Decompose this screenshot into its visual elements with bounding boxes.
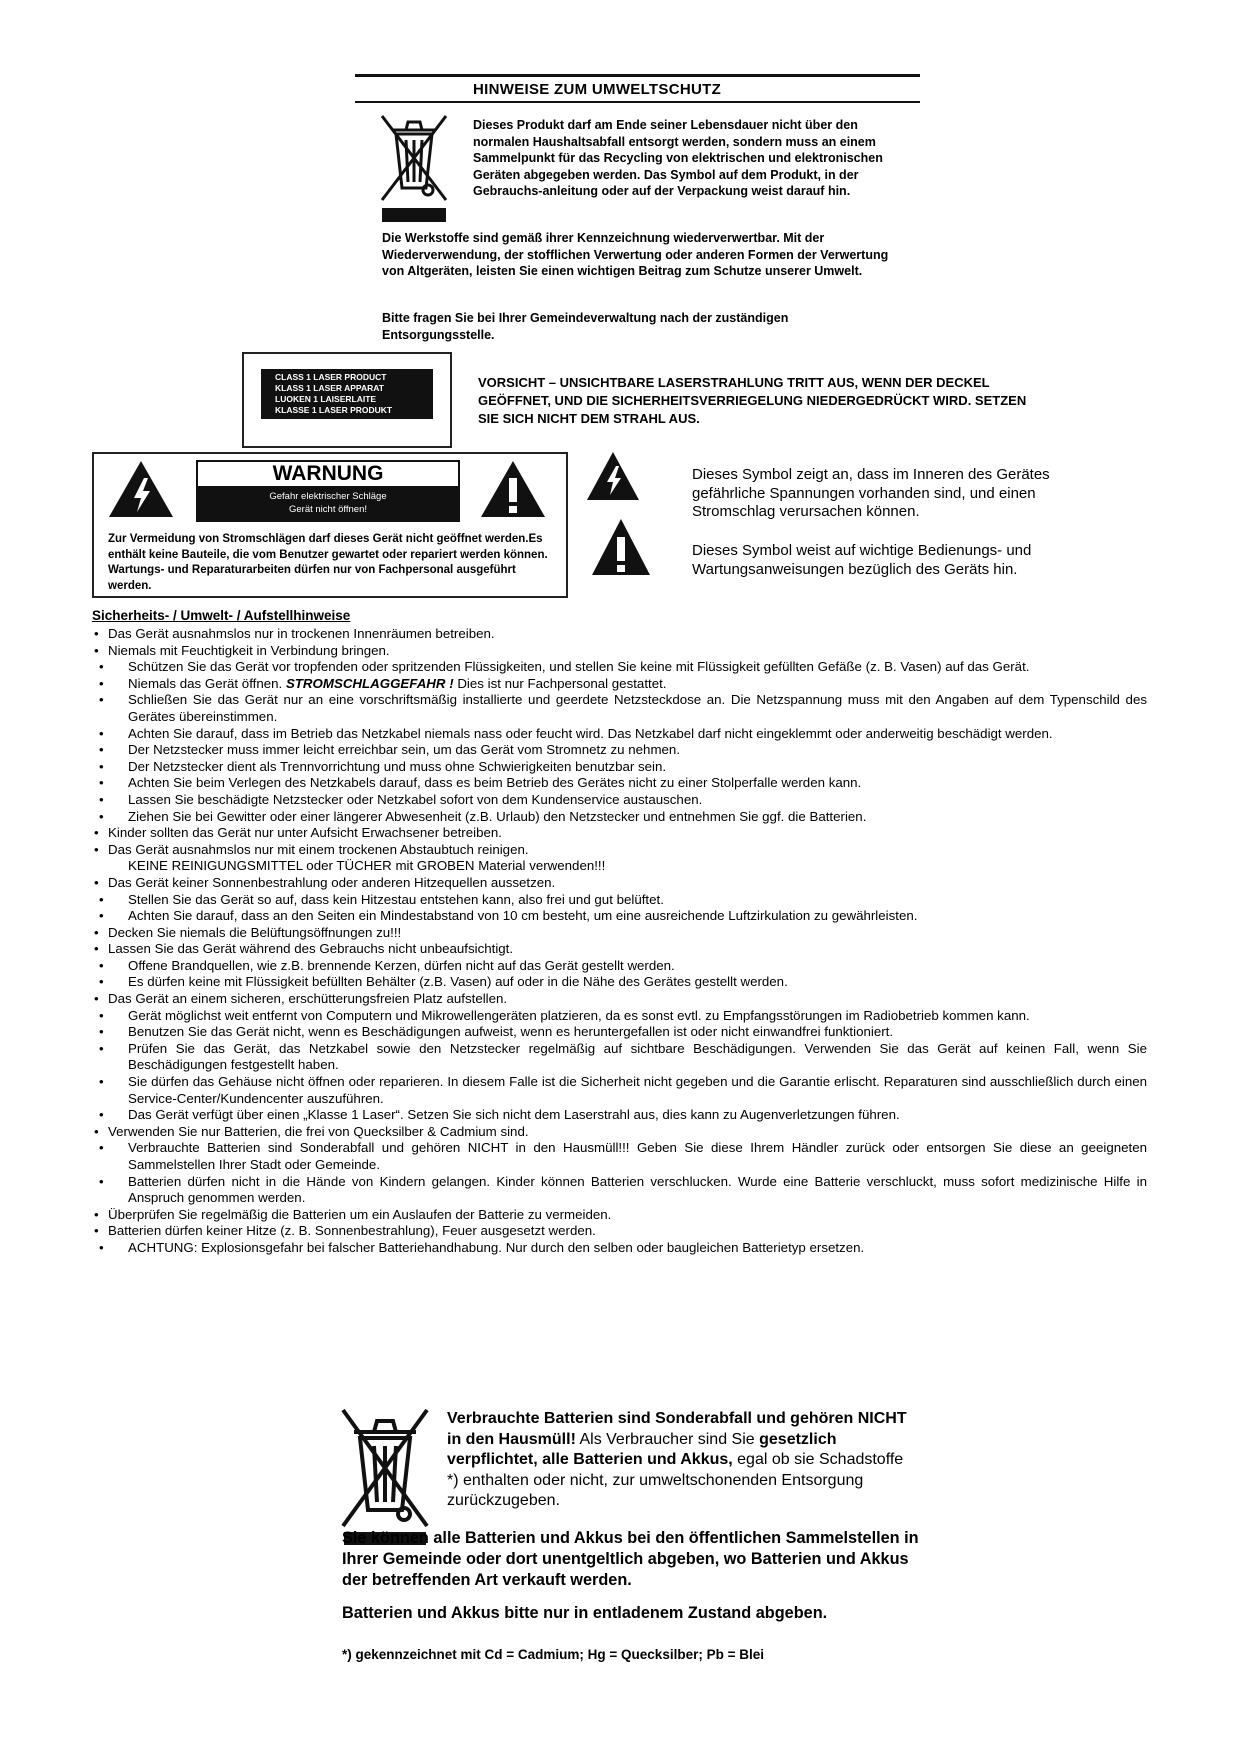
list-item: • Das Gerät ausnahmslos nur in trockenen Innenräumen betreiben. xyxy=(94,626,495,641)
list-item: • Das Gerät keiner Sonnenbestrahlung oder anderen Hitzequellen aussetzen. xyxy=(94,874,556,890)
list-item: • Das Gerät an einem sicheren, erschütterungsfreien Platz aufstellen. xyxy=(94,991,508,1007)
warning-text: Zur Vermeidung von Stromschlägen darf dieses Gerät nicht geöffnet werden.Es enthält keine Bauteile, die vom Benutzer gewartet oder repariert werden können. Wartungs- und Reparaturarbeiten dürfen nur von Fachpersonal ausgeführt werden. xyxy=(108,533,548,592)
danger-emphasis: STROMSCHLAGGEFAHR ! xyxy=(285,675,454,691)
laser-label-text xyxy=(261,369,433,419)
battery-text-disposal xyxy=(447,1409,907,1512)
environment-text-authority: Bitte fragen Sie bei Ihrer Gemeindeverwaltung nach der zuständigen Entsorgungsstelle. xyxy=(382,311,789,342)
laser-label-line: KLASSE 1 LASER PRODUKT xyxy=(275,405,393,415)
laser-label-line: CLASS 1 LASER PRODUCT xyxy=(275,372,387,382)
warning-subtitle xyxy=(198,486,458,522)
list-item: • ACHTUNG: Explosionsgefahr bei falscher Batteriehandhabung. Nur durch den selben oder baugleichen Batterietyp ersetzen. xyxy=(99,1239,865,1255)
battery-text-bold2: gesetzlich verpflichtet, alle Batterien und Akkus, xyxy=(447,1430,837,1468)
warning-subtitle-line1: Gefahr elektrischer Schläge xyxy=(269,491,387,502)
list-item: KEINE REINIGUNGSMITTEL oder TÜCHER mit GROBEN Material verwenden!!! xyxy=(128,858,606,874)
warning-header xyxy=(196,460,460,522)
list-item: • Achten Sie darauf, dass an den Seiten ein Mindestabstand von 10 cm besteht, um eine ausreichende Luftzirkulation zu gewährleisten. xyxy=(99,908,918,924)
list-item: • Batterien dürfen nicht in die Hände von Kindern gelangen. Kinder können Batterien verschlucken. Wurde eine Batterie verschluckt, muss sofort medizinische Hilfe in Anspruch genommen werden. xyxy=(99,1173,1147,1206)
list-item: • Prüfen Sie das Gerät, das Netzkabel sowie den Netzstecker regelmäßig auf sichtbare Beschädigungen. Verwenden Sie das Gerät auf keinen Fall, wenn Sie Beschädigungen festgestellt haben. xyxy=(99,1040,1147,1073)
list-item: • Kinder sollten das Gerät nur unter Aufsicht Erwachsener betreiben. xyxy=(94,825,502,841)
list-item: • Das Gerät verfügt über einen „Klasse 1 Laser“. Setzen Sie sich nicht dem Laserstrahl aus, dies kann zu Augenverletzungen führen. xyxy=(99,1107,900,1123)
list-item: • Batterien dürfen keiner Hitze (z. B. Sonnenbestrahlung), Feuer ausgesetzt werden. xyxy=(94,1223,596,1239)
list-item: • Ziehen Sie bei Gewitter oder einer längerer Abwesenheit (z.B. Urlaub) den Netzstecker und entnehmen Sie ggf. die Batterien. xyxy=(99,808,867,824)
list-item: • Der Netzstecker muss immer leicht erreichbar sein, um das Gerät vom Stromnetz zu nehmen. xyxy=(99,742,681,758)
list-item: • Offene Brandquellen, wie z.B. brennende Kerzen, dürfen nicht auf das Gerät gestellt werden. xyxy=(99,957,675,973)
laser-class-label xyxy=(242,352,452,448)
warning-title: WARNUNG xyxy=(272,462,384,485)
crossed-out-bin-icon xyxy=(378,108,450,224)
list-item: • Benutzen Sie das Gerät nicht, wenn es Beschädigungen aufweist, wenn es heruntergefallen ist oder nicht einwandfrei funktioniert. xyxy=(99,1024,894,1040)
list-item: • Lassen Sie das Gerät während des Gebrauchs nicht unbeaufsichtigt. xyxy=(94,941,514,957)
battery-text-discharged: Batterien und Akkus bitte nur in entladenem Zustand abgeben. xyxy=(342,1604,828,1622)
battery-text-bold: Verbrauchte Batterien sind Sonderabfall und gehören NICHT in den Hausmüll! xyxy=(447,1410,907,1448)
list-item: • Verwenden Sie nur Batterien, die frei von Quecksilber & Cadmium sind. xyxy=(94,1123,529,1139)
high-voltage-icon xyxy=(106,458,176,520)
safety-list xyxy=(92,626,1147,1257)
list-item: • Gerät möglichst weit entfernt von Computern und Mikrowellengeräten platzieren, da es sonst evtl. zu Empfangsstörungen im Radiobetrieb kommen kann. xyxy=(99,1007,1030,1023)
list-item: • Stellen Sie das Gerät so auf, dass kein Hitzestau entstehen kann, also frei und gut belüftet. xyxy=(99,891,664,907)
battery-text-footnote: *) gekennzeichnet mit Cd = Cadmium; Hg = Quecksilber; Pb = Blei xyxy=(342,1647,764,1662)
list-item: • Achten Sie beim Verlegen des Netzkabels darauf, dass es beim Betrieb des Gerätes nicht zu einer Stolperfalle werden kann. xyxy=(99,775,862,791)
list-item: • Überprüfen Sie regelmäßig die Batterien um ein Auslaufen der Batterie zu vermeiden. xyxy=(94,1206,612,1222)
list-item: • Das Gerät ausnahmslos nur mit einem trockenen Abstaubtuch reinigen. xyxy=(94,841,529,857)
environment-title: HINWEISE ZUM UMWELTSCHUTZ xyxy=(355,74,920,103)
environment-text-disposal: Dieses Produkt darf am Ende seiner Lebensdauer nicht über den normalen Haushaltsabfall entsorgt werden, sondern muss an einem Sammelpunkt für das Recycling von elektrischen und elektronischen Geräten abgegeben werden. Das Symbol auf dem Produkt, in der Gebrauchs-anleitung oder auf der Verpackung weist darauf hin. xyxy=(473,118,883,198)
voltage-symbol-text: Dieses Symbol zeigt an, dass im Inneren des Gerätes gefährliche Spannungen vorhanden sind, und einen Stromschlag verursachen können. xyxy=(692,466,1050,520)
list-item: • Decken Sie niemals die Belüftungsöffnungen zu!!! xyxy=(94,924,402,940)
list-item: • Schließen Sie das Gerät nur an eine vorschriftsmäßig installierte und geerdete Netzsteckdose an. Die Netzspannung muss mit den Angaben auf dem Typenschild des Gerätes übereinstimmen. xyxy=(99,692,1147,724)
warning-box xyxy=(92,452,568,598)
laser-label-line: KLASS 1 LASER APPARAT xyxy=(275,383,384,393)
laser-warning-text: VORSICHT – UNSICHTBARE LASERSTRAHLUNG TRITT AUS, WENN DER DECKEL GEÖFFNET, UND DIE SICHERHEITSVERRIEGELUNG NIEDERGEDRÜCKT WIRD. SETZEN SIE SICH NICHT DEM STRAHL AUS. xyxy=(478,375,1027,426)
battery-text-normal2: egal ob sie Schadstoffe *) enthalten oder nicht, zur umweltschonenden Entsorgung zurückzugeben. xyxy=(447,1451,904,1509)
crossed-out-bin-icon xyxy=(338,1402,432,1547)
list-item: • Sie dürfen das Gehäuse nicht öffnen oder reparieren. In diesem Falle ist die Sicherheit nicht gegeben und die Garantie erlischt. Reparaturen sind ausschließlich durch einen Service-Center/Kundencenter auszuführen. xyxy=(99,1074,1147,1106)
list-item: • Niemals mit Feuchtigkeit in Verbindung bringen. xyxy=(94,642,390,658)
warning-subtitle-line2: Gerät nicht öffnen! xyxy=(289,504,367,515)
list-item: • Schützen Sie das Gerät vor tropfenden oder spritzenden Flüssigkeiten, und stellen Sie keine mit Flüssigkeit gefüllten Gefäße (z. B. Vasen) auf das Gerät. xyxy=(99,659,1030,675)
exclamation-icon xyxy=(478,458,548,520)
environment-text-recycling: Die Werkstoffe sind gemäß ihrer Kennzeichnung wiederverwertbar. Mit der Wiederverwendung, der stofflichen Verwertung oder anderen Formen der Verwertung von Altgeräten, leisten Sie einen wichtigen Beitrag zum Schutze unserer Umwelt. xyxy=(382,231,889,278)
battery-text-collection: Sie können alle Batterien und Akkus bei den öffentlichen Sammelstellen in Ihrer Gemeinde oder dort unentgeltlich abgeben, wo Batterien und Akkus der betreffenden Art verkauft werden. xyxy=(342,1529,919,1589)
list-item: • Es dürfen keine mit Flüssigkeit befüllten Behälter (z.B. Vasen) auf oder in die Nähe des Gerätes gestellt werden. xyxy=(99,974,788,990)
attention-symbol-text: Dieses Symbol weist auf wichtige Bedienungs- und Wartungsanweisungen bezüglich des Geräts hin. xyxy=(692,542,1032,578)
high-voltage-icon xyxy=(585,450,641,502)
safety-title: Sicherheits- / Umwelt- / Aufstellhinweise xyxy=(92,608,351,623)
exclamation-icon xyxy=(590,517,652,577)
laser-label-line: LUOKEN 1 LAISERLAITE xyxy=(275,394,377,404)
battery-text-normal: Als Verbraucher sind Sie xyxy=(579,1430,755,1448)
list-item: • Lassen Sie beschädigte Netzstecker oder Netzkabel sofort von dem Kundenservice austauschen. xyxy=(99,791,703,807)
list-item: • Niemals das Gerät öffnen. STROMSCHLAGGEFAHR ! Dies ist nur Fachpersonal gestattet. xyxy=(99,675,667,691)
list-item: • Der Netzstecker dient als Trennvorrichtung und muss ohne Schwierigkeiten benutzbar sein. xyxy=(99,758,667,774)
list-item: • Achten Sie darauf, dass im Betrieb das Netzkabel niemals nass oder feucht wird. Das Netzkabel darf nicht eingeklemmt oder anderweitig beschädigt werden. xyxy=(99,725,1053,741)
list-item: • Verbrauchte Batterien sind Sonderabfall und gehören NICHT in den Hausmüll!!! Geben Sie diese Ihrem Händler zurück oder entsorgen Sie diese an geeigneten Sammelstellen Ihrer Stadt oder Gemeinde. xyxy=(99,1140,1147,1172)
